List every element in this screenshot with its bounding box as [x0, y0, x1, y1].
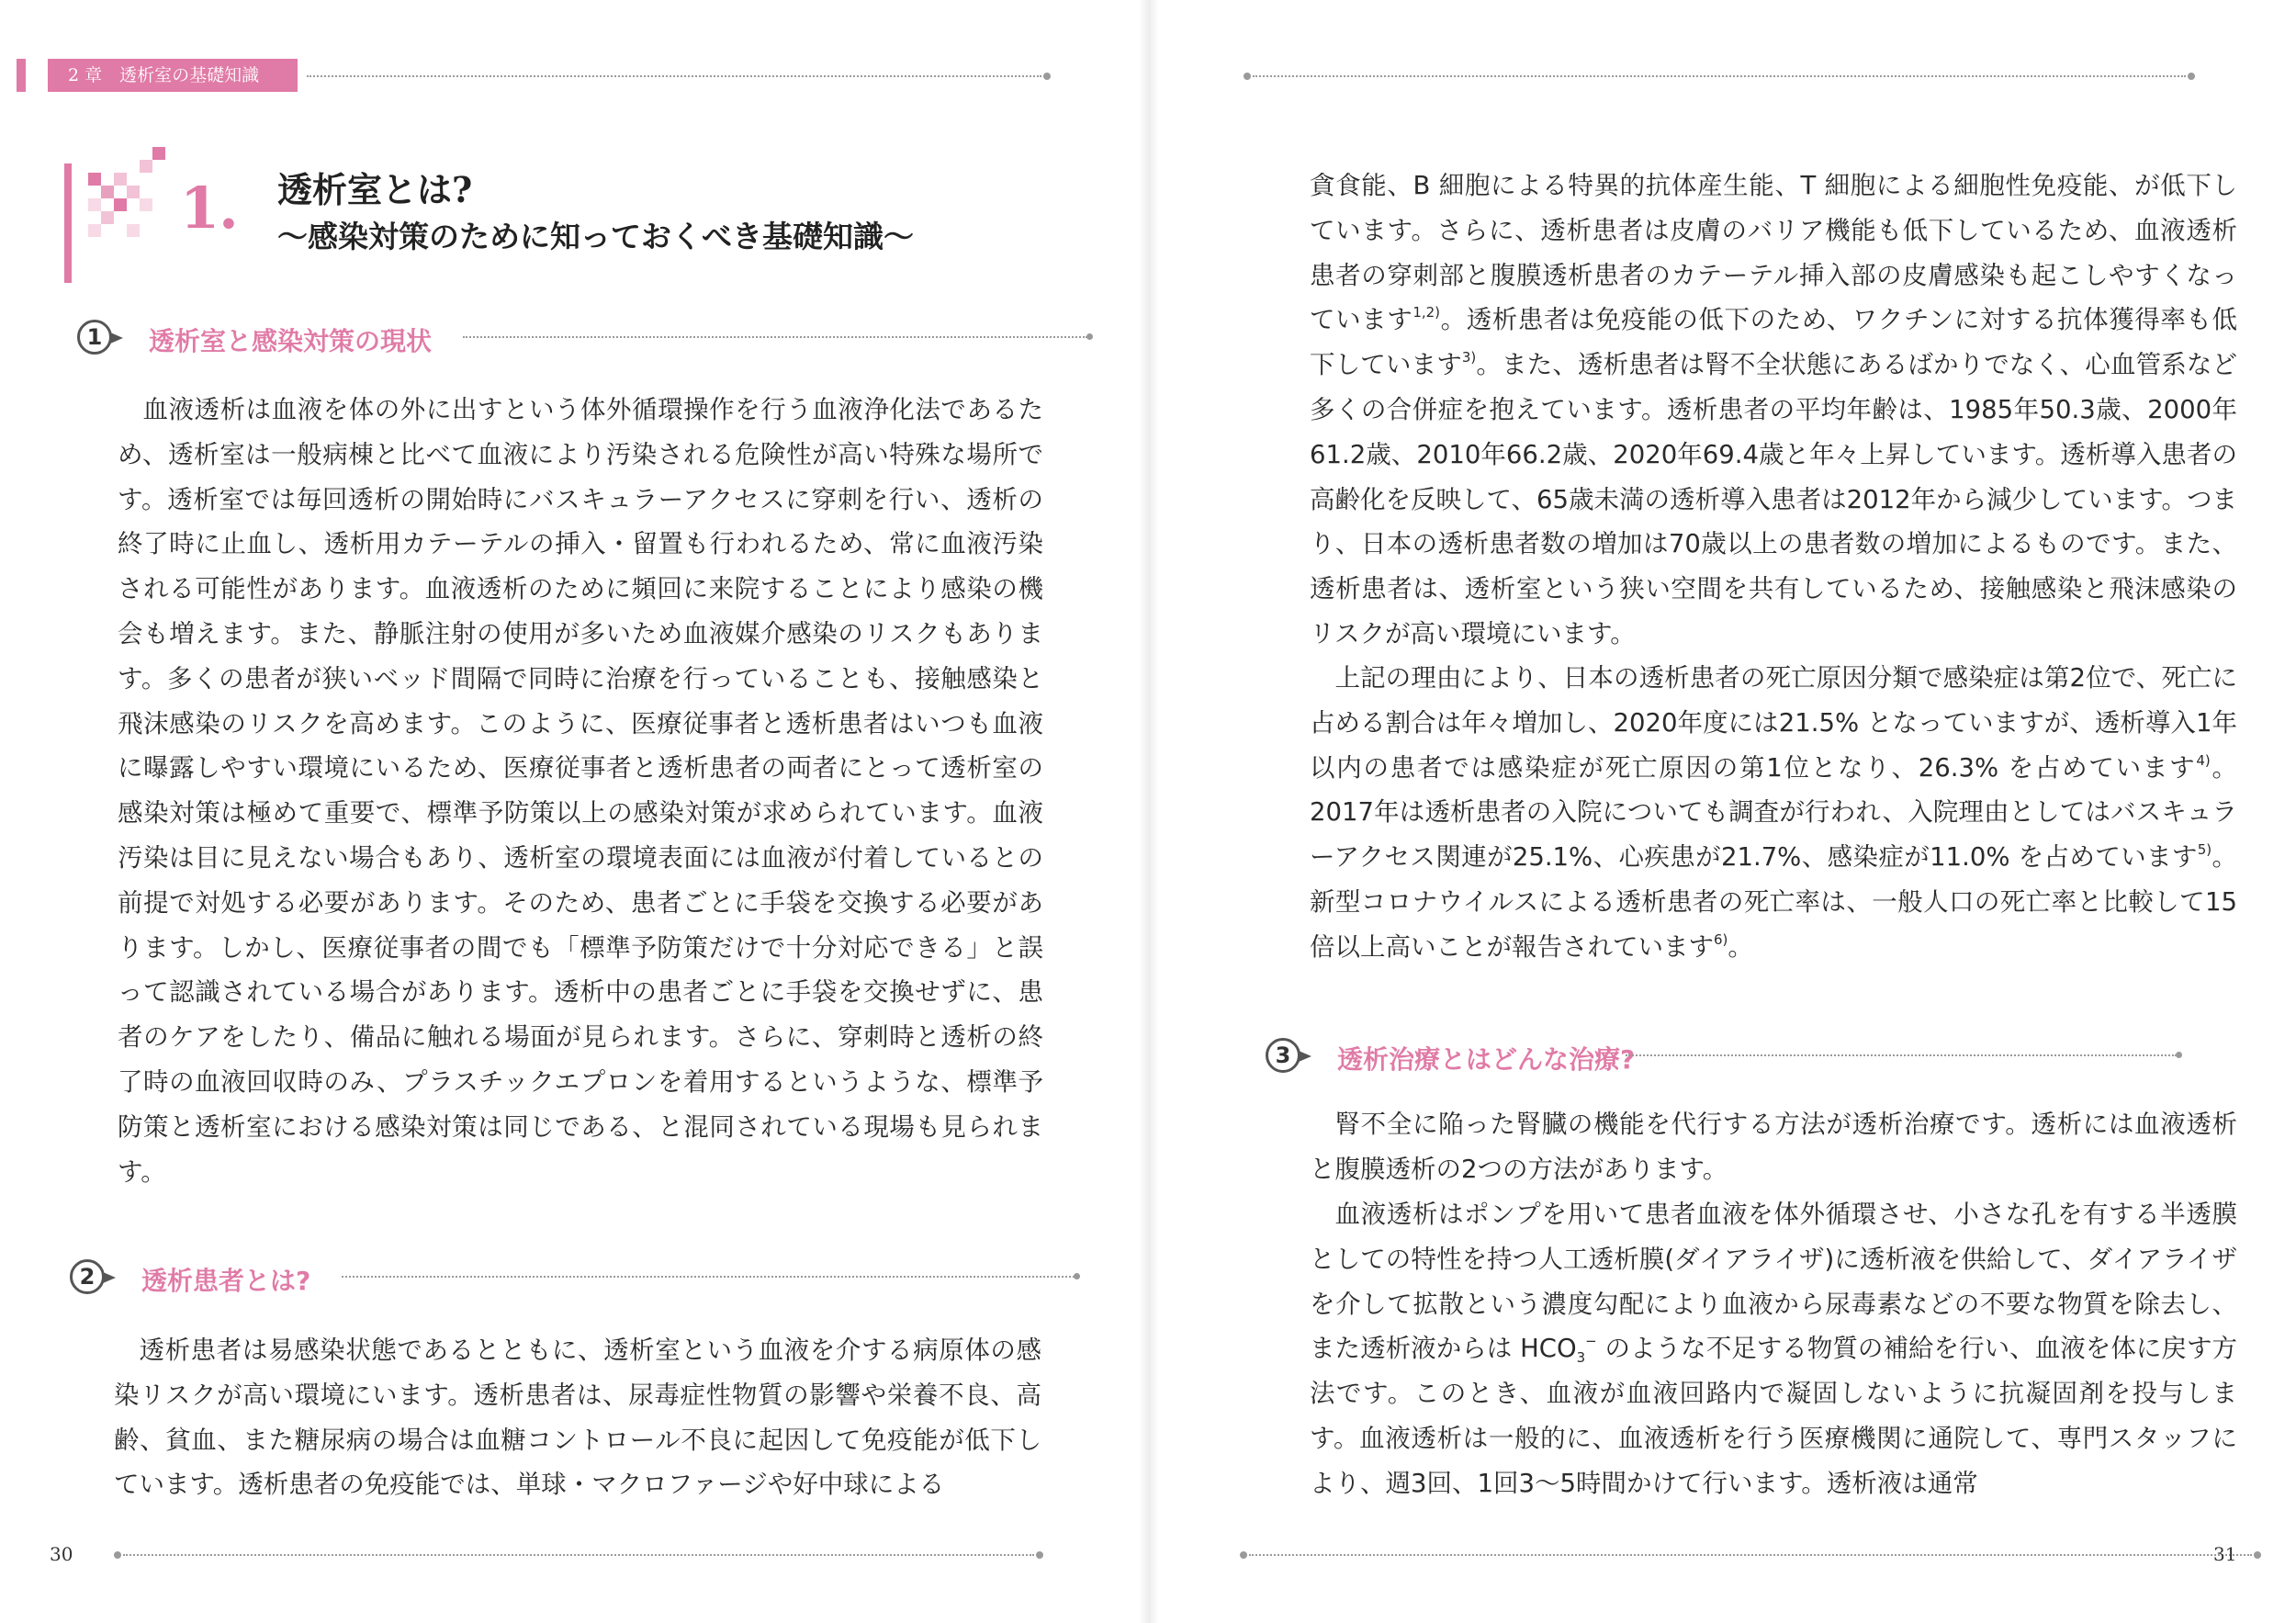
- citation: 5): [2197, 841, 2212, 859]
- pixel-mosaic-decoration: [64, 147, 174, 285]
- section-number: 1.: [180, 175, 238, 242]
- subsection-rule: [1626, 1054, 2177, 1058]
- chapter-tab: 2 章 透析室の基礎知識: [48, 59, 298, 92]
- citation: 3): [1461, 349, 1477, 366]
- body-paragraph: 透析患者は易感染状態であるとともに、透析室という血液を介する病原体の感染リスクが高い環境にいます。透析患者は、尿毒症性物質の影響や栄養不良、高齢、貧血、また糖尿病の場合は血糖コントロール不良に起因して免疫能が低下しています。透析患者の免疫能では、単球・マクロファージや好中球による: [114, 1336, 1041, 1500]
- subsection-heading-2: [70, 1259, 1007, 1296]
- arrow-icon: [110, 332, 123, 344]
- body-paragraph: 貪食能、B 細胞による特異的抗体産生能、T 細胞による細胞性免疫能、が低下しています。さらに、透析患者は皮膚のバリア機能も低下しているため、血液透析患者の穿刺部と腹膜透析患者のカテーテル挿入部の皮膚感染も起こしやすくなっています$^{1,2)}$。透析患者は免疫能の低下のため、ワクチンに対する抗体獲得率も低下しています$^{3)}$。また、透析患者は腎不全状態にあるばかりでなく、心血管系など多くの合併症を抱えています。透析患者の平均年齢は、1985年50.3歳、2000年61.2歳、2010年66.2歳、2020年69.4歳と年々上昇しています。透析導入患者の高齢化を反映して、65歳未満の透析導入患者は2012年から減少しています。つまり、日本の透析患者数の増加は70歳以上の患者数の増加によるものです。また、透析患者は、透析室という狭い空間を共有しているため、接触感染と飛沫感染のリスクが高い環境にいます。: [1310, 171, 2238, 648]
- page-number: 31: [2213, 1543, 2237, 1565]
- subsection-title: 透析室と感染対策の現状: [149, 326, 433, 356]
- footer-rule: [1240, 1550, 2261, 1560]
- header-rule: [1244, 72, 2195, 81]
- subsection-title: 透析患者とは?: [141, 1266, 311, 1296]
- citation: 6): [1714, 930, 1728, 948]
- section-title: 透析室とは?: [277, 169, 473, 210]
- subsection-heading-3: [1266, 1038, 2184, 1075]
- header-rule: [298, 72, 1051, 81]
- subsection-heading-1: [77, 320, 1014, 356]
- subsection-title: 透析治療とはどんな治療?: [1337, 1044, 1636, 1075]
- subsection-rule: [342, 1276, 1075, 1279]
- body-paragraph: 血液透析はポンプを用いて患者血液を体外循環させ、小さな孔を有する半透膜としての特性を持つ人工透析膜(ダイアライザ)に透析液を供給して、ダイアライザを介して拡散という濃度勾配により血液から尿毒素などの不要な物質を除去し、また透析液からは $HCO_3^-$ のような不足する物質の補給を行い、血液を体に戻す方法です。このとき、血液が血液回路内で凝固しないように抗凝固剤を投与します。血液透析は一般的に、血液透析を行う医療機関に通院して、専門スタッフにより、週3回、1回3〜5時間かけて行います。透析液は通常: [1310, 1200, 2237, 1498]
- subsection-rule: [463, 336, 1087, 340]
- arrow-icon: [1299, 1051, 1311, 1062]
- body-paragraph: 上記の理由により、日本の透析患者の死亡原因分類で感染症は第2位で、死亡に占める割合は年々増加し、2020年度には21.5% となっていますが、透析導入1年以内の患者では感染症が死亡原因の第1位となり、26.3% を占めています$^{4)}$。2017年は透析患者の入院についても調査が行われ、入院理由としてはバスキュラーアクセス関連が25.1%、心疾患が21.7%、感染症が11.0% を占めています$^{5)}$。新型コロナウイルスによる透析患者の死亡率は、一般人口の死亡率と比較して15倍以上高いことが報告されています$^{6)}$。: [1310, 663, 2238, 962]
- number-circle: 3: [1266, 1038, 1300, 1073]
- chapter-marker: [17, 59, 26, 92]
- arrow-icon: [103, 1272, 116, 1283]
- page-number: 30: [50, 1543, 73, 1565]
- footer-rule: [114, 1550, 1043, 1560]
- number-circle: 2: [70, 1259, 105, 1294]
- citation: 4): [2196, 751, 2211, 769]
- citation: 1,2): [1412, 304, 1441, 321]
- section-subtitle: 〜感染対策のために知っておくべき基礎知識〜: [277, 219, 914, 254]
- right-page: [1148, 0, 2296, 1623]
- body-paragraph: 腎不全に陥った腎臓の機能を代行する方法が透析治療です。透析には血液透析と腹膜透析の2つの方法があります。: [1310, 1110, 2238, 1184]
- body-paragraph: 血液透析は血液を体の外に出すという体外循環操作を行う血液浄化法であるため、透析室は一般病棟と比べて血液により汚染される危険性が高い特殊な場所です。透析室では毎回透析の開始時にバスキュラーアクセスに穿刺を行い、透析の終了時に止血し、透析用カテーテルの挿入・留置も行われるため、常に血液汚染される可能性があります。血液透析のために頻回に来院することにより感染の機会も増えます。また、静脈注射の使用が多いため血液媒介感染のリスクもあります。多くの患者が狭いベッド間隔で同時に治療を行っていることも、接触感染と飛沫感染のリスクを高めます。このように、医療従事者と透析患者はいつも血液に曝露しやすい環境にいるため、医療従事者と透析患者の両者にとって透析室の感染対策は極めて重要で、標準予防策以上の感染対策が求められています。血液汚染は目に見えない場合もあり、透析室の環境表面には血液が付着しているとの前提で対処する必要があります。そのため、患者ごとに手袋を交換する必要があります。しかし、医療従事者の間でも「標準予防策だけで十分対応できる」と誤って認識されている場合があります。透析中の患者ごとに手袋を交換せずに、患者のケアをしたり、備品に触れる場面が見られます。さらに、穿刺時と透析の終了時の血液回収時のみ、プラスチックエプロンを着用するというような、標準予防策と透析室における感染対策は同じである、と混同されている現場も見られます。: [118, 395, 1043, 1187]
- number-circle: 1: [77, 320, 112, 355]
